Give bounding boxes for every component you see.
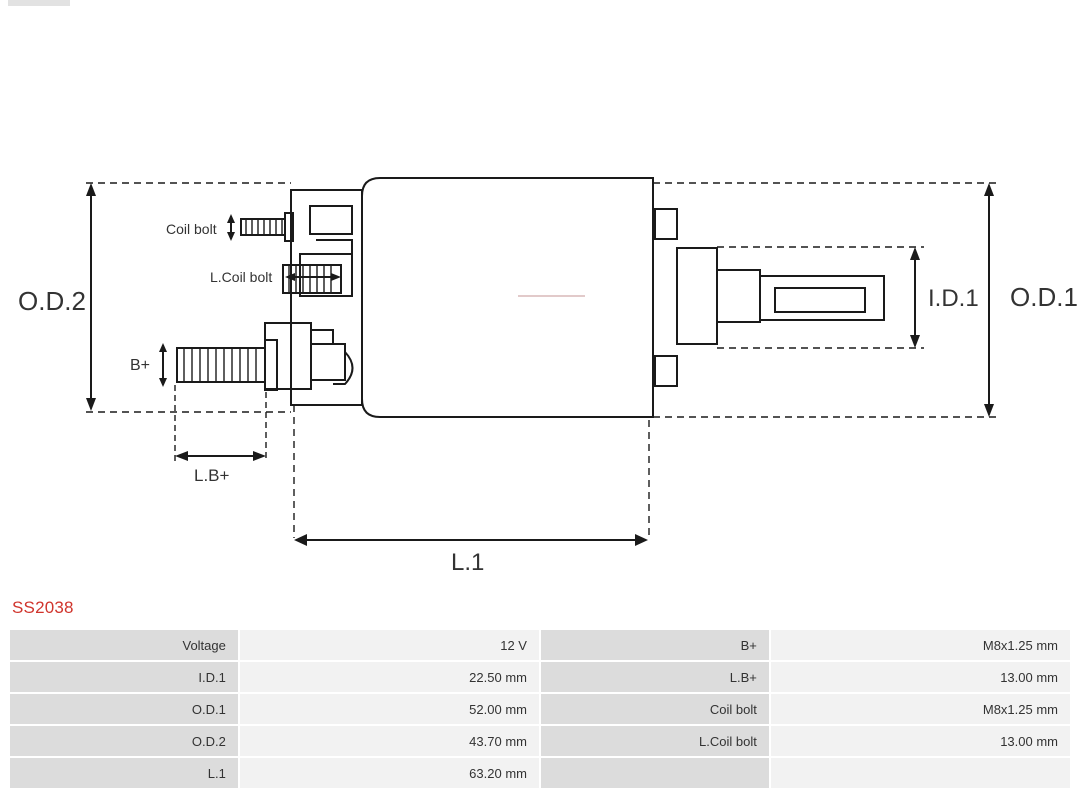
label-bplus: B+ bbox=[130, 357, 151, 374]
spec-value: 43.70 mm bbox=[239, 725, 540, 757]
spec-label: O.D.1 bbox=[9, 693, 239, 725]
spec-label: O.D.2 bbox=[9, 725, 239, 757]
label-lcoil-bolt: L.Coil bolt bbox=[210, 269, 273, 285]
spec-label: Voltage bbox=[9, 629, 239, 661]
spec-label: B+ bbox=[540, 629, 770, 661]
label-id1: I.D.1 bbox=[928, 285, 979, 312]
spec-label: L.1 bbox=[9, 757, 239, 789]
spec-value: 13.00 mm bbox=[770, 725, 1071, 757]
spec-label: I.D.1 bbox=[9, 661, 239, 693]
spec-value: 52.00 mm bbox=[239, 693, 540, 725]
specifications-table bbox=[8, 628, 1072, 790]
spec-value: 22.50 mm bbox=[239, 661, 540, 693]
part-code: SS2038 bbox=[12, 598, 74, 617]
spec-value: 63.20 mm bbox=[239, 757, 540, 789]
spec-value: 13.00 mm bbox=[770, 661, 1071, 693]
table-row bbox=[9, 629, 1071, 661]
spec-label: Coil bolt bbox=[540, 693, 770, 725]
label-coil-bolt: Coil bolt bbox=[166, 221, 217, 237]
spec-value: 12 V bbox=[239, 629, 540, 661]
table-row bbox=[9, 725, 1071, 757]
table-row bbox=[9, 757, 1071, 789]
label-l1: L.1 bbox=[451, 549, 485, 576]
spec-value-empty bbox=[770, 757, 1071, 789]
spec-value: M8x1.25 mm bbox=[770, 693, 1071, 725]
label-od2: O.D.2 bbox=[18, 286, 86, 316]
spec-label-empty bbox=[540, 757, 770, 789]
spec-label: L.B+ bbox=[540, 661, 770, 693]
table-row bbox=[9, 693, 1071, 725]
spec-value: M8x1.25 mm bbox=[770, 629, 1071, 661]
spec-label: L.Coil bolt bbox=[540, 725, 770, 757]
label-lbplus: L.B+ bbox=[194, 466, 230, 485]
label-od1: O.D.1 bbox=[1010, 282, 1078, 312]
table-row bbox=[9, 661, 1071, 693]
